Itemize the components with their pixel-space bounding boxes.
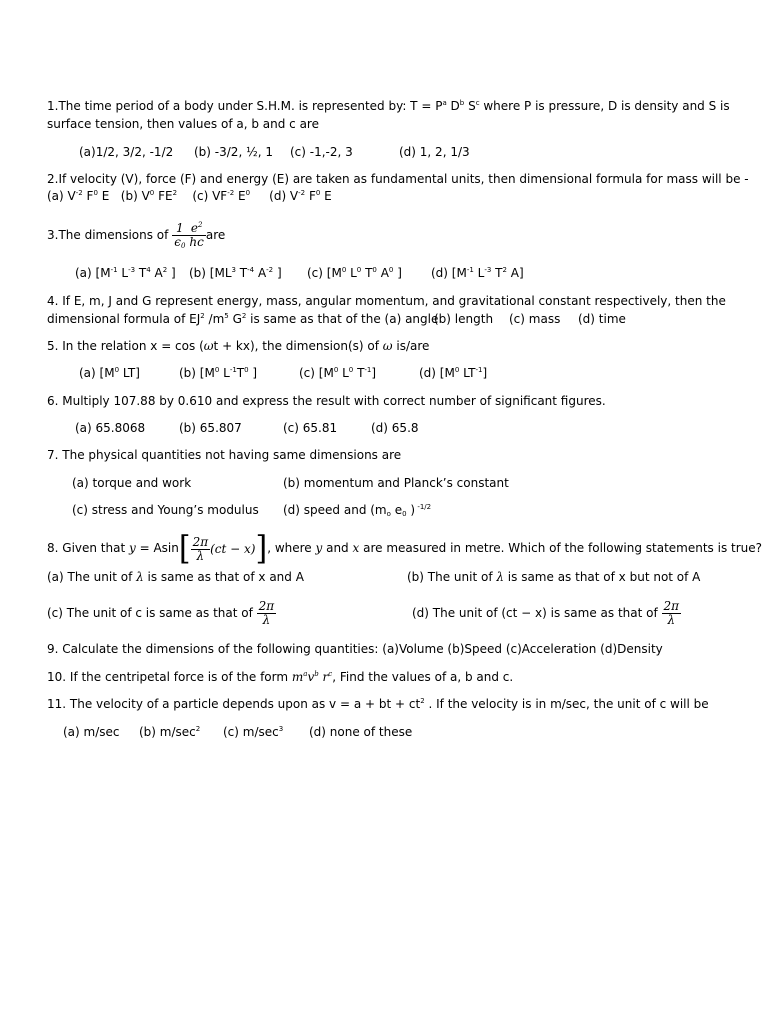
q5-option-a: (a) [$M^0$ LT]	[79, 366, 140, 380]
q3-option-c: (c) [$M^0$ $L^0$ $T^0$ $A^0$ ]	[307, 266, 402, 280]
fraction-2pi-over-lambda: $\frac{2\pi}{\lambda}$	[192, 534, 209, 563]
q3-option-a: (a) [$M^{-1}$ $L^{-3}$ $T^4$ $A^2$ ]	[75, 266, 176, 280]
q1-option-a: (a)1/2, 3/2, -1/2	[79, 145, 174, 159]
q11-option-c: (c) $m/\sec^3$	[223, 725, 284, 739]
question-1-line-1: 1.The time period of a body under S.H.M. is represented by: $T = P^a$ $D^b$ $S^c$ where P is pressure, D is density and S is	[47, 99, 730, 113]
q5-option-c: (c) [$M^0$ $L^0$ $T^{-1}$]	[299, 366, 377, 380]
question-7-line-1: 7. The physical quantities not having same dimensions are	[47, 448, 402, 462]
question-2-line-1: 2.If velocity (V), force (F) and energy (E) are taken as fundamental units, then dimensional formula for mass will be -	[47, 172, 749, 186]
question-9-line-1: 9. Calculate the dimensions of the following quantities: (a)Volume (b)Speed (c)Acceleration (d)Density	[47, 642, 663, 656]
q4-option-d: (d) time	[578, 312, 626, 326]
q7-option-c: (c) stress and Young’s modulus	[72, 503, 259, 517]
q3-option-b: (b) [$ML^3$ $T^{-4}$ $A^{-2}$ ]	[189, 266, 282, 280]
q8-option-b: (b) The unit of λ is same as that of x but not of A	[407, 570, 701, 584]
q1-option-b: (b) -3/2, ½, 1	[194, 145, 273, 159]
q2-option-d: (d) $V^{-2}$ $F^0$ E	[269, 189, 332, 203]
question-11-line-1: 11. The velocity of a particle depends upon as v = a + bt + $ct^2$ . If the velocity is in m/sec, the unit of c will be	[47, 697, 709, 711]
q7-option-b: (b) momentum and Planck’s constant	[283, 476, 509, 490]
question-1-line-2: surface tension, then values of a, b and c are	[47, 117, 319, 131]
q7-option-d: (d) speed and ($m_o$ $e_0$ ) $^{-1/2}$	[283, 503, 432, 518]
question-10-line-1: 10. If the centripetal force is of the form $m^av^b$ $r^c$, Find the values of a, b and c.	[47, 670, 514, 684]
q2-option-b: (b) $V^0$ $FE^2$	[120, 189, 178, 203]
q8-option-c: (c) The unit of c is same as that of $\frac{2\pi}{\lambda}$	[47, 599, 275, 627]
q5-option-b: (b) [$M^0$ $L^{-1}T^0$ ]	[179, 366, 258, 380]
q2-option-c: (c) $VF^{-2}$ $E^0$	[192, 189, 251, 203]
question-3-line-1: 3.The dimensions of $\frac{1}{\epsilon_0}$ $\frac{e^2}{hc}$ are	[47, 221, 226, 250]
q11-option-a: (a) m/sec	[63, 725, 120, 739]
q5-option-d: (d) [$M^0$ $LT^{-1}$]	[419, 366, 488, 380]
sin-argument-bracket: [ $\frac{2\pi}{\lambda}$ (ct − x)]	[178, 529, 268, 568]
fraction-one-over-epsilon: $\frac{1}{\epsilon_0}$	[174, 221, 186, 250]
q6-option-c: (c) 65.81	[283, 421, 338, 435]
question-4-line-1: 4. If E, m, J and G represent energy, mass, angular momentum, and gravitational constant respectively, then the	[47, 294, 726, 308]
q11-option-d: (d) none of these	[309, 725, 413, 739]
q2-option-a: (a) $V^{-2}$ $F^0$ E	[47, 189, 110, 203]
q6-option-a: (a) 65.8068	[75, 421, 146, 435]
q1-option-d: (d) 1, 2, 1/3	[399, 145, 470, 159]
q4-option-c: (c) mass	[509, 312, 561, 326]
q11-option-b: (b) $m/\sec^2$	[139, 725, 201, 739]
q7-option-a: (a) torque and work	[72, 476, 192, 490]
q1-option-c: (c) -1,-2, 3	[290, 145, 353, 159]
q3-option-d: (d) [$M^{-1}$ $L^{-3}$ $T^2$ A]	[431, 266, 524, 280]
q8-option-a: (a) The unit of λ is same as that of x and A	[47, 570, 304, 584]
question-6-line-1: 6. Multiply 107.88 by 0.610 and express the result with correct number of significant figures.	[47, 394, 606, 408]
q2-options	[47, 189, 332, 204]
question-4-line-2: dimensional formula of $EJ^2$ $/m^5$ $G^2$ is same as that of the (a) angle	[47, 312, 439, 326]
question-8-line-1: 8. Given that y = Asin[ $\frac{2\pi}{\lambda}$ (ct − x)], where y and x are measured in metre. Which of the following statements is true?	[47, 529, 763, 568]
question-5-line-1: 5. In the relation x = cos (ωt + kx), the dimension(s) of ω is/are	[47, 339, 430, 353]
q6-option-d: (d) 65.8	[371, 421, 419, 435]
q6-option-b: (b) 65.807	[179, 421, 242, 435]
q4-option-b: (b) length	[434, 312, 494, 326]
q8-option-d: (d) The unit of (ct − x) is same as that of $\frac{2\pi}{\lambda}$	[412, 599, 680, 627]
fraction-e2-over-hc: $\frac{e^2}{hc}$	[189, 221, 204, 249]
